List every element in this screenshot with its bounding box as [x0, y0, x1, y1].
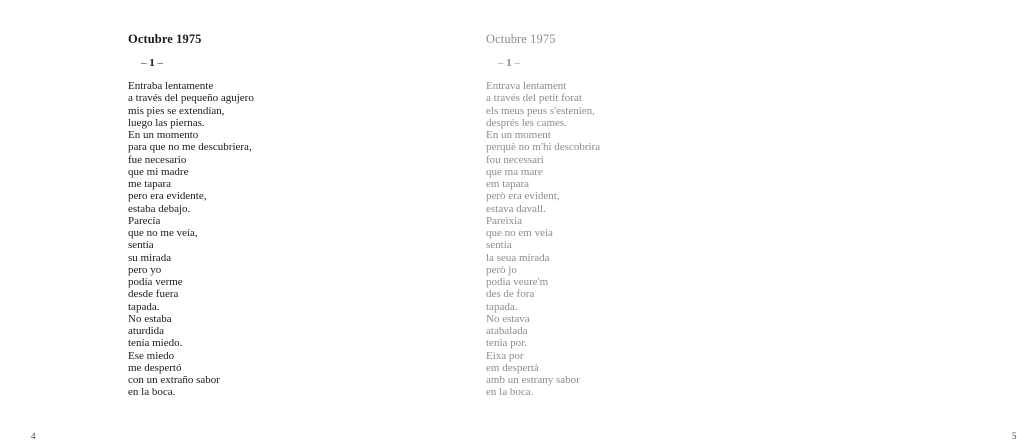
poem-line: sentia	[486, 239, 512, 252]
poem-line: me tapara	[128, 178, 172, 190]
poem-line: podia veure'm	[486, 276, 549, 288]
poem-line: tenia por.	[486, 337, 527, 350]
poem-line: després les cames.	[486, 116, 567, 129]
section-suffix: –	[154, 57, 163, 69]
poem-line: però jo	[486, 263, 517, 276]
poem-line: en la boca.	[128, 386, 176, 399]
poem-line: Ese miedo	[128, 349, 175, 362]
page-title-catalan: Octubre 1975	[486, 32, 556, 46]
page-number-right: 5	[1012, 431, 1017, 441]
poem-line: Parecía	[128, 214, 161, 227]
poem-line: sentía	[128, 239, 154, 252]
poem-line: tapada.	[128, 300, 160, 313]
right-page	[350, 0, 1017, 443]
poem-line: para que no me descubriera,	[128, 141, 252, 154]
poem-line: la seua mirada	[486, 251, 550, 264]
poem-line: atabalada	[486, 325, 528, 337]
section-prefix: –	[498, 57, 507, 69]
left-page	[0, 0, 350, 443]
section-prefix: –	[141, 57, 150, 69]
poem-line: però era evident,	[486, 190, 560, 203]
poem-line: a través del pequeño agujero	[128, 92, 254, 105]
poem-line: a través del petit forat	[486, 92, 582, 105]
poem-line: Eixa por	[486, 349, 524, 362]
page-title-spanish: Octubre 1975	[128, 32, 202, 46]
poem-line: pero era evidente,	[128, 190, 207, 203]
poem-line: podía verme	[128, 276, 183, 288]
page-number-left: 4	[31, 431, 36, 441]
poem-line: aturdida	[128, 325, 165, 337]
poem-line: mis pies se extendían,	[128, 104, 225, 117]
poem-line: que no em veia	[486, 227, 553, 239]
poem-line: No estava	[486, 312, 530, 325]
poem-line: su mirada	[128, 251, 172, 264]
section-number: 1	[506, 57, 512, 69]
poem-line: estava davall.	[486, 202, 546, 215]
poem-line: No estaba	[128, 312, 172, 325]
poem-line: con un extraño sabor	[128, 374, 220, 386]
poem-spanish	[128, 80, 254, 399]
poem-line: fue necesario	[128, 153, 187, 166]
poem-line: des de fora	[486, 288, 535, 301]
poem-line: luego las piernas.	[128, 116, 205, 129]
poem-line: em tapara	[486, 178, 530, 190]
poem-line: En un momento	[128, 129, 199, 141]
section-suffix: –	[511, 57, 520, 69]
poem-line: pero yo	[128, 263, 162, 276]
poem-line: que no me veía,	[128, 227, 198, 239]
poem-line: estaba debajo.	[128, 202, 191, 215]
poem-line: fou necessari	[486, 153, 544, 166]
poem-line: que mi madre	[128, 165, 189, 178]
poem-line: perquè no m'hi descobrira	[486, 141, 601, 154]
poem-catalan	[486, 80, 600, 399]
poem-line: Pareixia	[486, 214, 523, 227]
poem-line: Entrava lentament	[486, 80, 567, 92]
section-number-spanish	[141, 57, 163, 69]
poem-line: tapada.	[486, 300, 518, 313]
poem-line: tenía miedo.	[128, 337, 183, 350]
section-number: 1	[149, 57, 155, 69]
poem-line: En un moment	[486, 129, 551, 141]
section-number-catalan	[498, 57, 520, 69]
poem-line: me despertó	[128, 361, 182, 374]
poem-line: en la boca.	[486, 386, 534, 399]
poem-line: em despertà	[486, 361, 539, 374]
poem-line: Entraba lentamente	[128, 80, 214, 92]
poem-line: que ma mare	[486, 165, 543, 178]
poem-line: desde fuera	[128, 288, 179, 301]
poem-line: amb un estrany sabor	[486, 374, 580, 386]
poem-line: els meus peus s'estenien,	[486, 104, 595, 117]
